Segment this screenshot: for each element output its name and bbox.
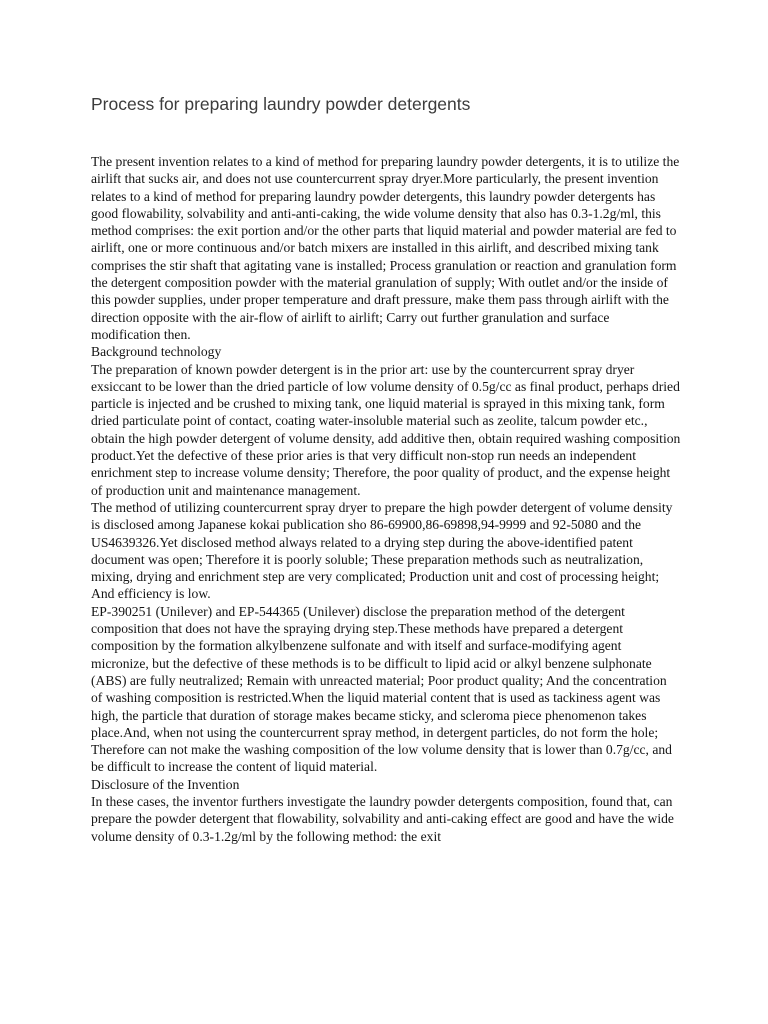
document-title: Process for preparing laundry powder detergents (91, 94, 471, 114)
paragraph-background-3: EP-390251 (Unilever) and EP-544365 (Unilever) disclose the preparation method of the detergent composition that does not have the spraying drying step.These methods have prepared a detergent composition by the formation alkylbenzene sulfonate and with itself and surface-modifying agent micronize, but the defective of these methods is to be difficult to lipid acid or alkyl benzene sulphonate (ABS) are fully neutralized; Remain with unreacted material; Poor product quality; And the concentration of washing composition is restricted.When the liquid material content that is used as tackiness agent was high, the particle that duration of storage makes became sticky, and scleroma piece phenomenon takes place.And, when not using the countercurrent spray method, in detergent particles, do not form the hole; Therefore can not make the washing composition of the low volume density that is lower than 0.7g/cc, and be difficult to increase the content of liquid material. (91, 603, 672, 775)
section-heading-disclosure: Disclosure of the Invention (91, 776, 240, 792)
paragraph-background-2: The method of utilizing countercurrent spray dryer to prepare the high powder detergent of volume density is disclosed among Japanese kokai publication sho 86-69900,86-69898,94-9999 and 92-5080 and the US4639326.Yet disclosed method always related to a drying step during the above-identified patent document was open; Therefore it is poorly soluble; These preparation methods such as neutralization, mixing, drying and enrichment step are very complicated; Production unit and cost of processing height; And efficiency is low. (91, 499, 673, 602)
section-heading-background: Background technology (91, 344, 222, 360)
paragraph-disclosure-1: In these cases, the inventor furthers investigate the laundry powder detergents composition, found that, can prepare the powder detergent that flowability, solvability and anti-caking effect are good and have the wide volume density of 0.3-1.2g/ml by the following method: the exit (91, 793, 674, 844)
paragraph-background-1: The preparation of known powder detergent is in the prior art: use by the countercurrent spray dryer exsiccant to be lower than the dried particle of low volume density of 0.5g/cc as final product, perhaps dried particle is injected and be crushed to mixing tank, one liquid material is sprayed in this mixing tank, form dried particulate point of contact, coating water-insoluble material such as zeolite, talcum powder etc., obtain the high powder detergent of volume density, add additive then, obtain required washing composition product.Yet the defective of these prior aries is that very difficult non-stop run needs an independent enrichment step to increase volume density; Therefore, the poor quality of product, and the expense height of production unit and maintenance management. (91, 361, 681, 498)
document-body (91, 153, 681, 845)
paragraph-abstract: The present invention relates to a kind of method for preparing laundry powder detergents, it is to utilize the airlift that sucks air, and does not use countercurrent spray dryer.More particularly, the present invention relates to a kind of method for preparing laundry powder detergents, this laundry powder detergents has good flowability, solvability and anti-anti-caking, the wide volume density that also has 0.3-1.2g/ml, this method comprises: the exit portion and/or the other parts that liquid material and powder material are fed to airlift, one or more continuous and/or batch mixers are installed in this airlift, and described mixing tank comprises the stir shaft that agitating vane is installed; Process granulation or reaction and granulation form the detergent composition powder with the material granulation of supply; With outlet and/or the inside of this powder supplies, under proper temperature and draft pressure, make them pass through airlift with the direction opposite with the air-flow of airlift to airlift; Carry out further granulation and surface modification then. (91, 154, 680, 342)
